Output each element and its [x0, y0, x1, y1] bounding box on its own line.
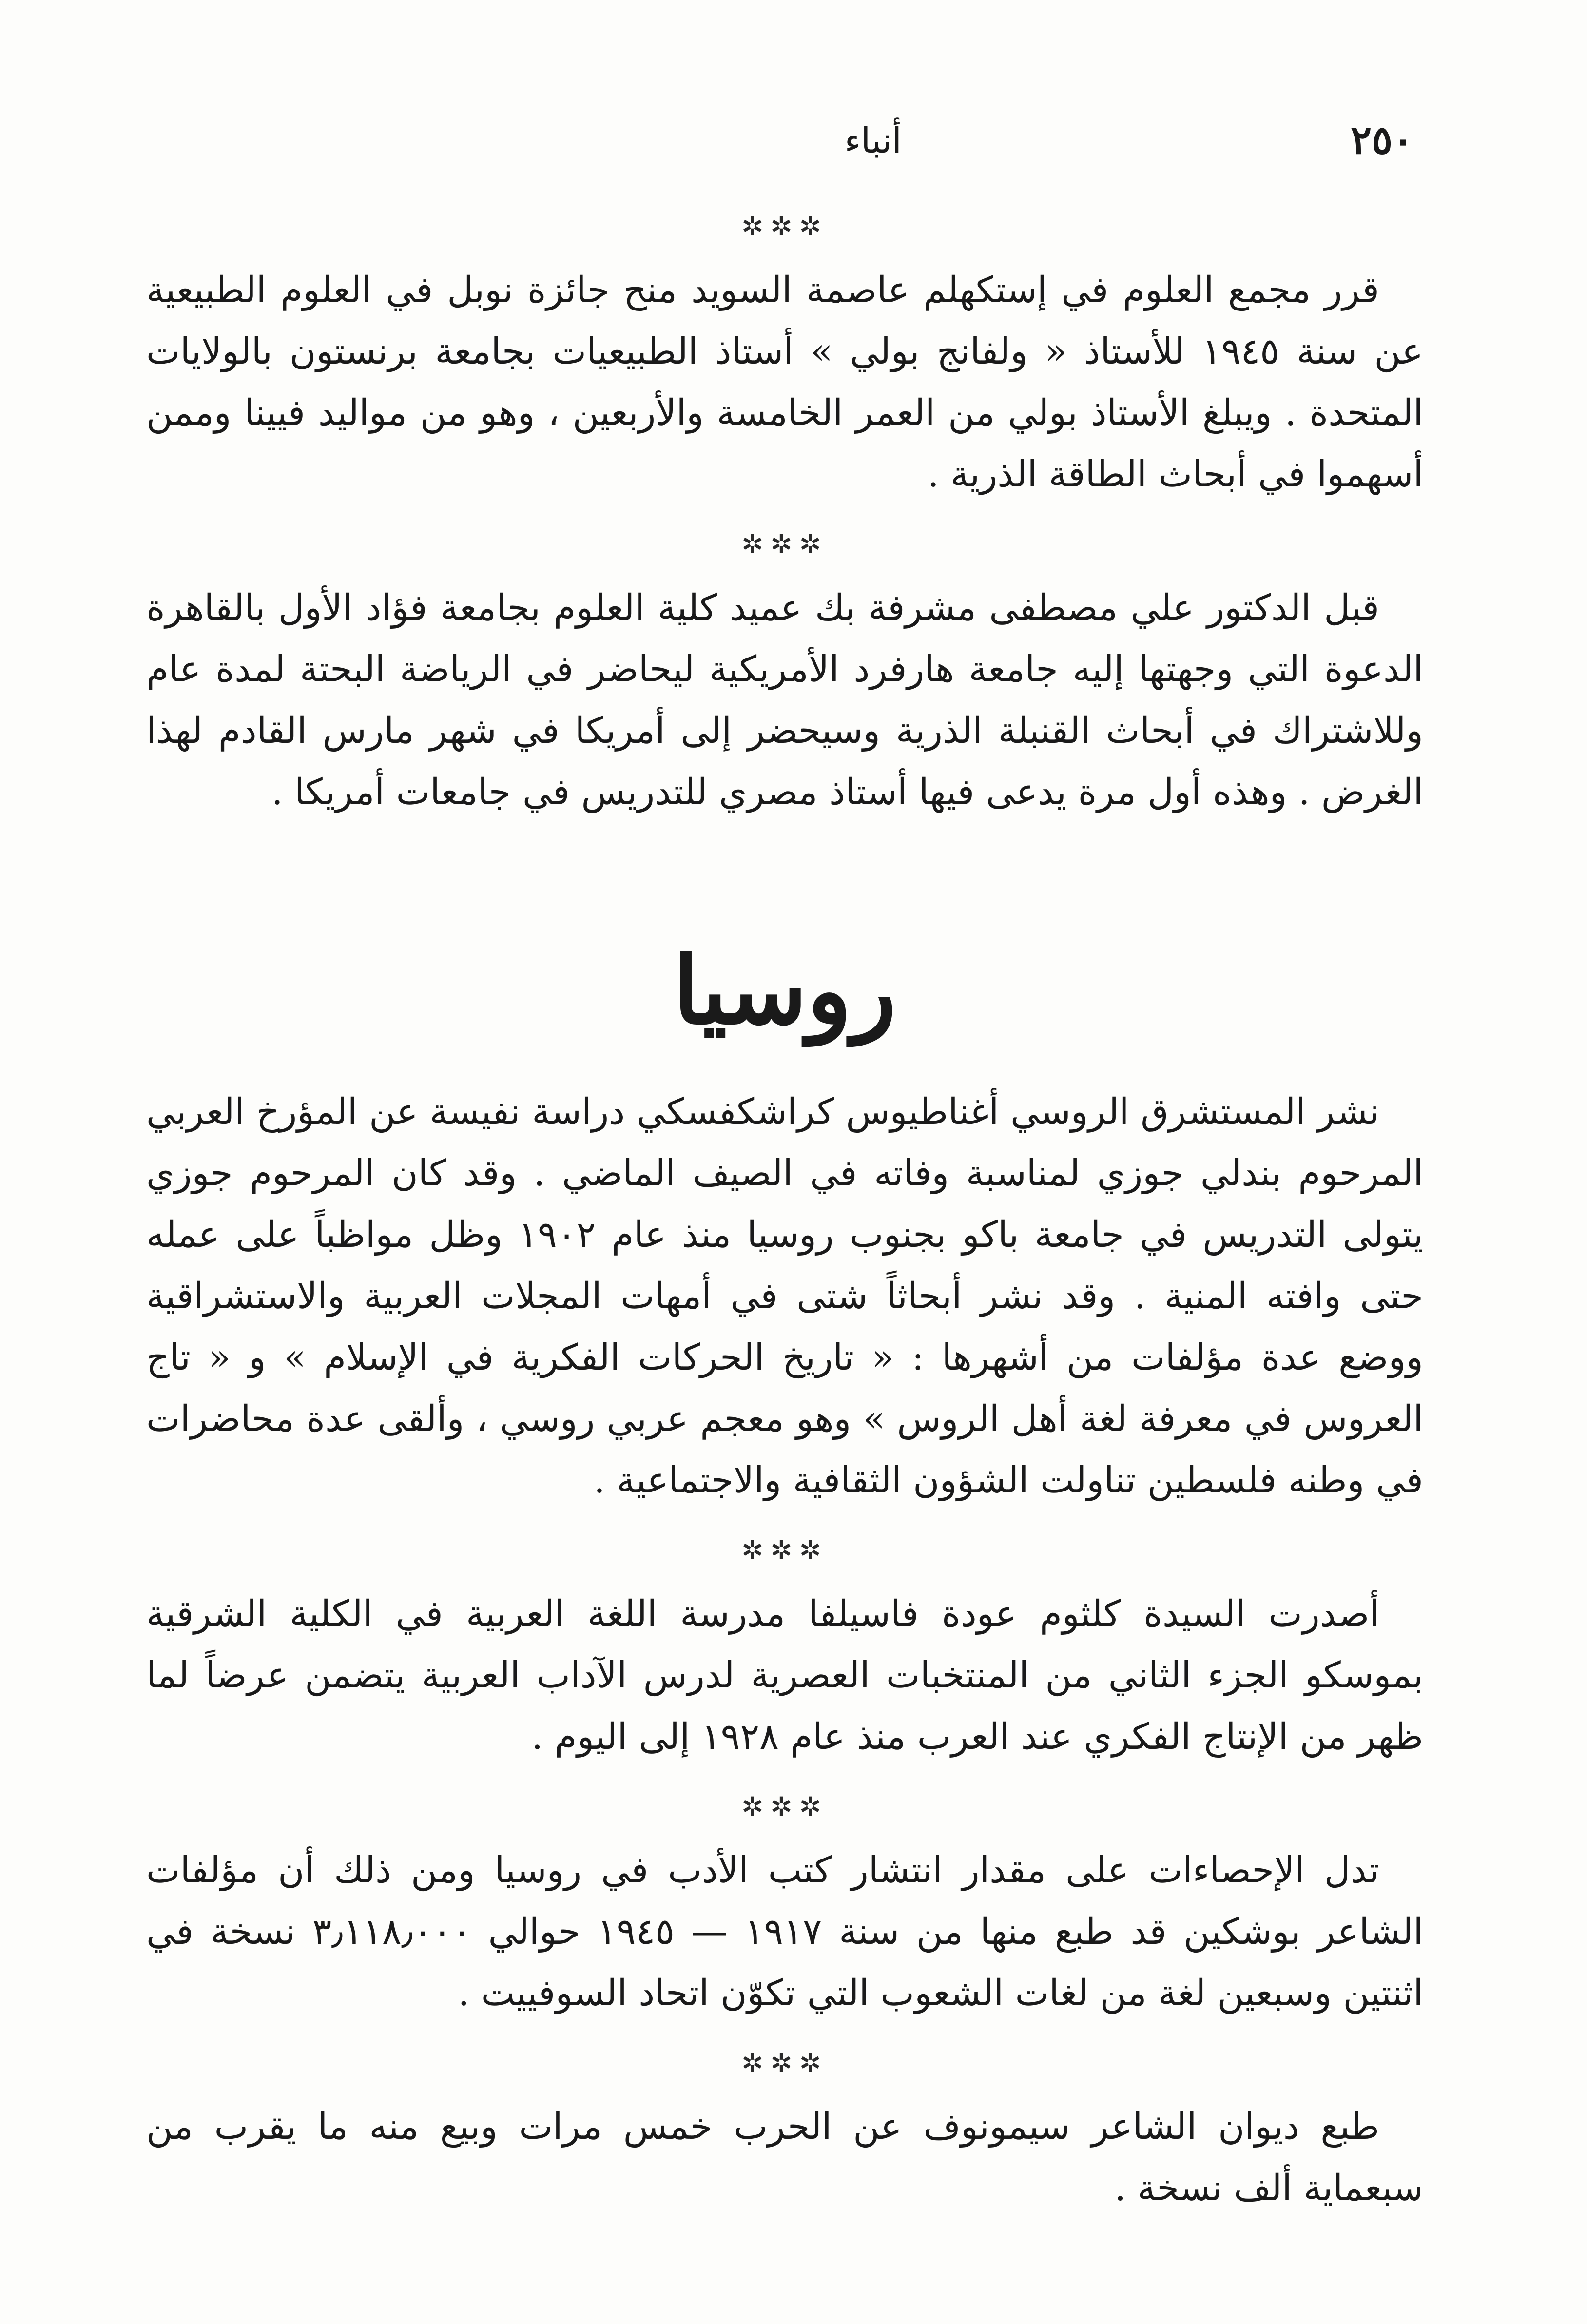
section-separator: ✲✲✲ [741, 1535, 828, 1566]
page-number: ٢٥٠ [1351, 117, 1413, 163]
news-item-nobel: قرر مجمع العلوم في إستكهلم عاصمة السويد منح جائزة نوبل في العلوم الطبيعية عن سنة ١٩٤٥ للأستاذ « ولفانج بولي » أستاذ الطبيعيات بجامعة برنستون بالولايات المتحدة . ويبلغ الأستاذ بولي من العمر الخامسة والأربعين ، وهو من مواليد فيينا وممن أسهموا في أبحاث الطاقة الذرية . [146, 269, 1424, 495]
running-title: أنباء [844, 120, 902, 161]
section-separator: ✲✲✲ [741, 1791, 828, 1822]
section-heading-russia: روسيا [673, 936, 896, 1045]
news-item-pushkin-statistics: تدل الإحصاءات على مقدار انتشار كتب الأدب في روسيا ومن ذلك أن مؤلفات الشاعر بوشكين قد طبع منها من سنة ١٩١٧ — ١٩٤٥ حوالي ٣٫١١٨٫٠٠٠ نسخة في اثنتين وسبعين لغة من لغات الشعوب التي تكوّن اتحاد السوفييت . [146, 1849, 1423, 2014]
news-item-kulthum-odeh: أصدرت السيدة كلثوم عودة فاسيلفا مدرسة اللغة العربية في الكلية الشرقية بموسكو الجزء الثاني من المنتخبات العصرية لدرس الآداب العربية يتضمن عرضاً لما ظهر من الإنتاج الفكري عند العرب منذ عام ١٩٢٨ إلى اليوم . [146, 1593, 1423, 1758]
news-item-simonov: طبع ديوان الشاعر سيمونوف عن الحرب خمس مرات وبيع منه ما يقرب من سبعماية ألف نسخة . [146, 2106, 1423, 2209]
section-separator: ✲✲✲ [741, 211, 828, 242]
page-body [146, 205, 1423, 2236]
page-header [146, 117, 1413, 175]
section-separator: ✲✲✲ [741, 2048, 828, 2078]
news-item-musharafa: قبل الدكتور علي مصطفى مشرفة بك عميد كلية العلوم بجامعة فؤاد الأول بالقاهرة الدعوة التي وجهتها إليه جامعة هارفرد الأمريكية ليحاضر في الرياضة البحتة لمدة عام وللاشتراك في أبحاث القنبلة الذرية وسيحضر إلى أمريكا في شهر مارس القادم لهذا الغرض . وهذه أول مرة يدعى فيها أستاذ مصري للتدريس في جامعات أمريكا . [146, 587, 1423, 813]
section-separator: ✲✲✲ [741, 529, 828, 560]
news-item-krachkovsky: نشر المستشرق الروسي أغناطيوس كراشكفسكي دراسة نفيسة عن المؤرخ العربي المرحوم بندلي جوزي لمناسبة وفاته في الصيف الماضي . وقد كان المرحوم جوزي يتولى التدريس في جامعة باكو بجنوب روسيا منذ عام ١٩٠٢ وظل مواظباً على عمله حتى وافته المنية . وقد نشر أبحاثاً شتى في أمهات المجلات العربية والاستشراقية ووضع عدة مؤلفات من أشهرها : « تاريخ الحركات الفكرية في الإسلام » و « تاج العروس في معرفة لغة أهل الروس » وهو معجم عربي روسي ، وألقى عدة محاضرات في وطنه فلسطين تناولت الشؤون الثقافية والاجتماعية . [146, 1091, 1423, 1501]
